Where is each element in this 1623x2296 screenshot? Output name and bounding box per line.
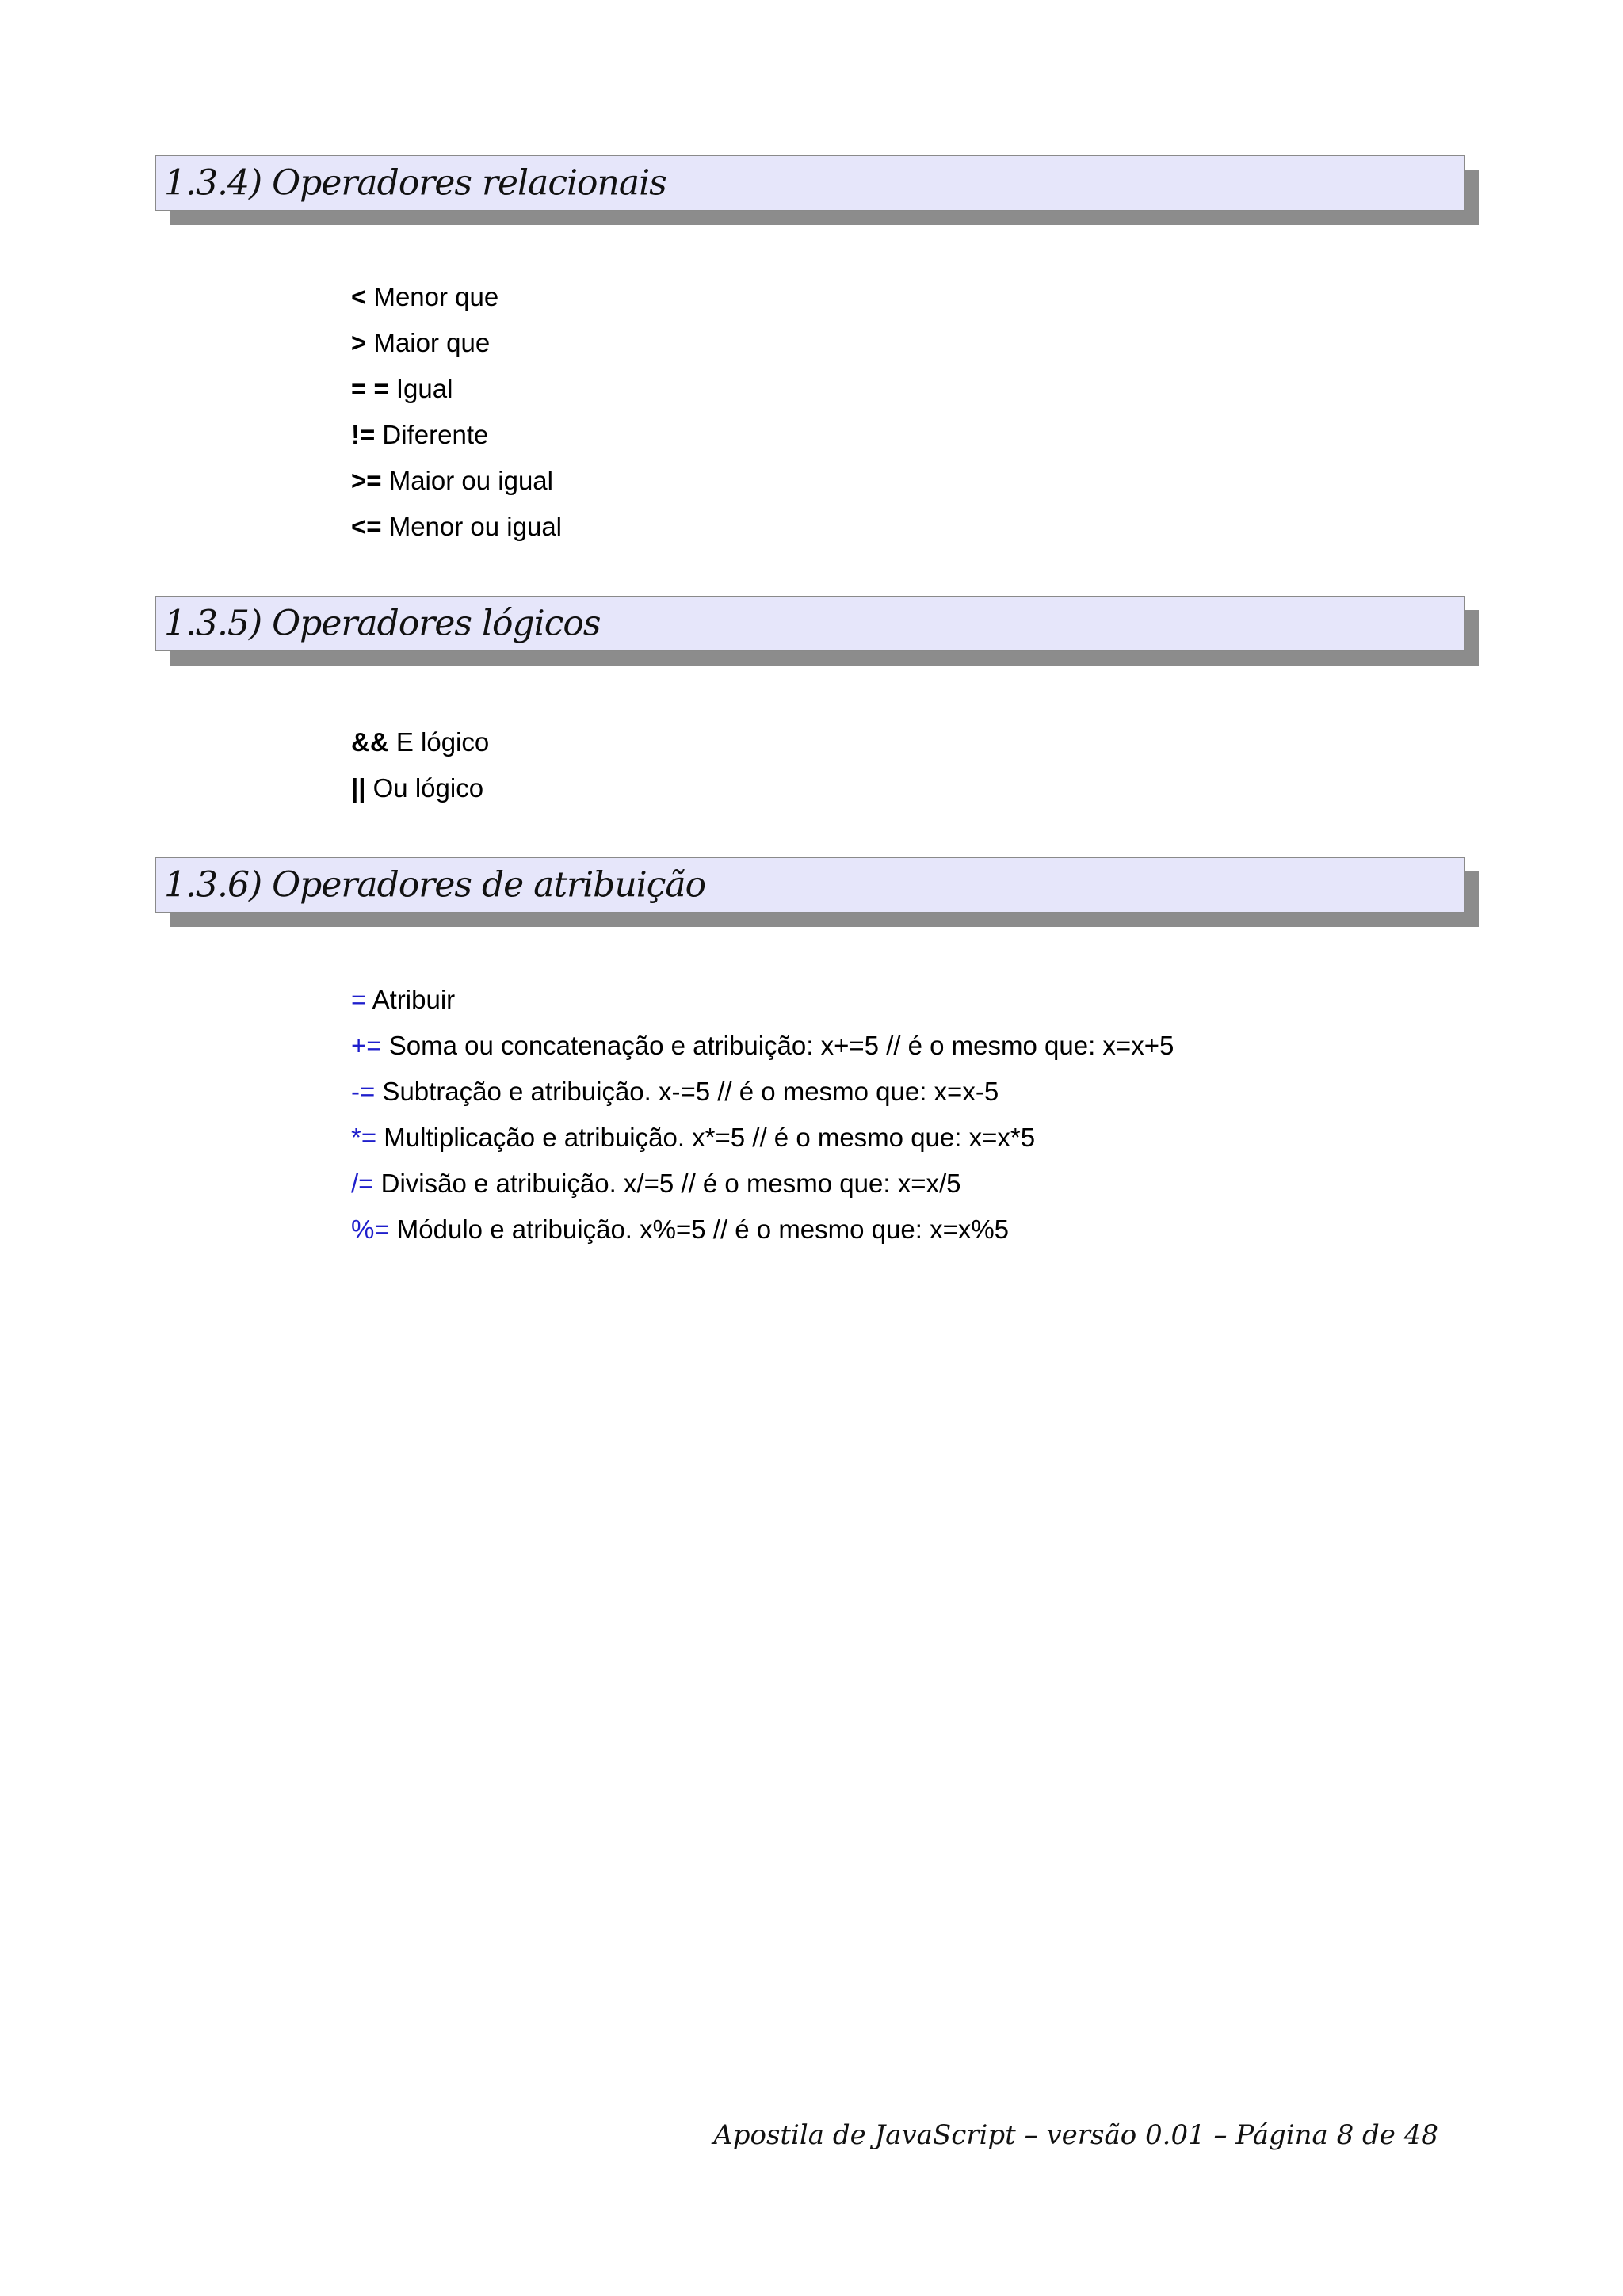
list-item (351, 458, 562, 504)
operator-description: Igual (388, 374, 453, 403)
operator-description: Soma ou concatenação e atribuição: x+=5 // é o mesmo que: x=x+5 (381, 1031, 1174, 1060)
operator-list-relacionais (351, 274, 562, 550)
operator-symbol: && (351, 727, 389, 757)
operator-symbol: += (351, 1031, 382, 1060)
operator-description: E lógico (388, 727, 490, 757)
operator-description: Subtração e atribuição. x-=5 // é o mesmo que: x=x-5 (375, 1077, 999, 1106)
list-item (351, 719, 489, 765)
list-item (351, 1161, 1174, 1207)
operator-description: Maior ou igual (381, 466, 553, 495)
list-item (351, 504, 562, 550)
page-footer: Apostila de JavaScript – versão 0.01 – Página 8 de 48 (713, 2119, 1438, 2151)
list-item (351, 1023, 1174, 1069)
operator-symbol: %= (351, 1215, 390, 1244)
operator-list-atribuicao (351, 977, 1174, 1253)
section-header-atribuicao (155, 857, 1465, 913)
operator-symbol: <= (351, 512, 382, 541)
operator-symbol: = (351, 985, 367, 1014)
operator-symbol: *= (351, 1123, 377, 1152)
operator-symbol: < (351, 282, 367, 311)
list-item (351, 366, 562, 412)
operator-symbol: /= (351, 1169, 374, 1198)
operator-description: Maior que (366, 328, 491, 357)
operator-description: Divisão e atribuição. x/=5 // é o mesmo que: x=x/5 (373, 1169, 961, 1198)
operator-symbol: = = (351, 374, 389, 403)
list-item (351, 412, 562, 458)
operator-description: Módulo e atribuição. x%=5 // é o mesmo que: x=x%5 (389, 1215, 1010, 1244)
list-item (351, 765, 489, 811)
operator-description: Ou lógico (365, 773, 484, 803)
operator-symbol: -= (351, 1077, 376, 1106)
list-item (351, 274, 562, 320)
operator-symbol: || (351, 773, 366, 803)
operator-description: Multiplicação e atribuição. x*=5 // é o mesmo que: x=x*5 (376, 1123, 1036, 1152)
section-title: 1.3.6) Operadores de atribuição (164, 864, 706, 906)
section-title: 1.3.5) Operadores lógicos (164, 603, 601, 644)
operator-description: Menor ou igual (381, 512, 563, 541)
list-item (351, 1069, 1174, 1115)
operator-symbol: > (351, 328, 367, 357)
operator-list-logicos (351, 719, 489, 811)
list-item (351, 977, 1174, 1023)
list-item (351, 1207, 1174, 1253)
operator-description: Atribuir (366, 985, 456, 1014)
section-header-relacionais (155, 155, 1465, 211)
list-item (351, 320, 562, 366)
operator-description: Menor que (366, 282, 499, 311)
section-title: 1.3.4) Operadores relacionais (164, 162, 666, 204)
section-header-logicos (155, 596, 1465, 651)
operator-description: Diferente (375, 420, 489, 449)
list-item (351, 1115, 1174, 1161)
operator-symbol: != (351, 420, 376, 449)
operator-symbol: >= (351, 466, 382, 495)
